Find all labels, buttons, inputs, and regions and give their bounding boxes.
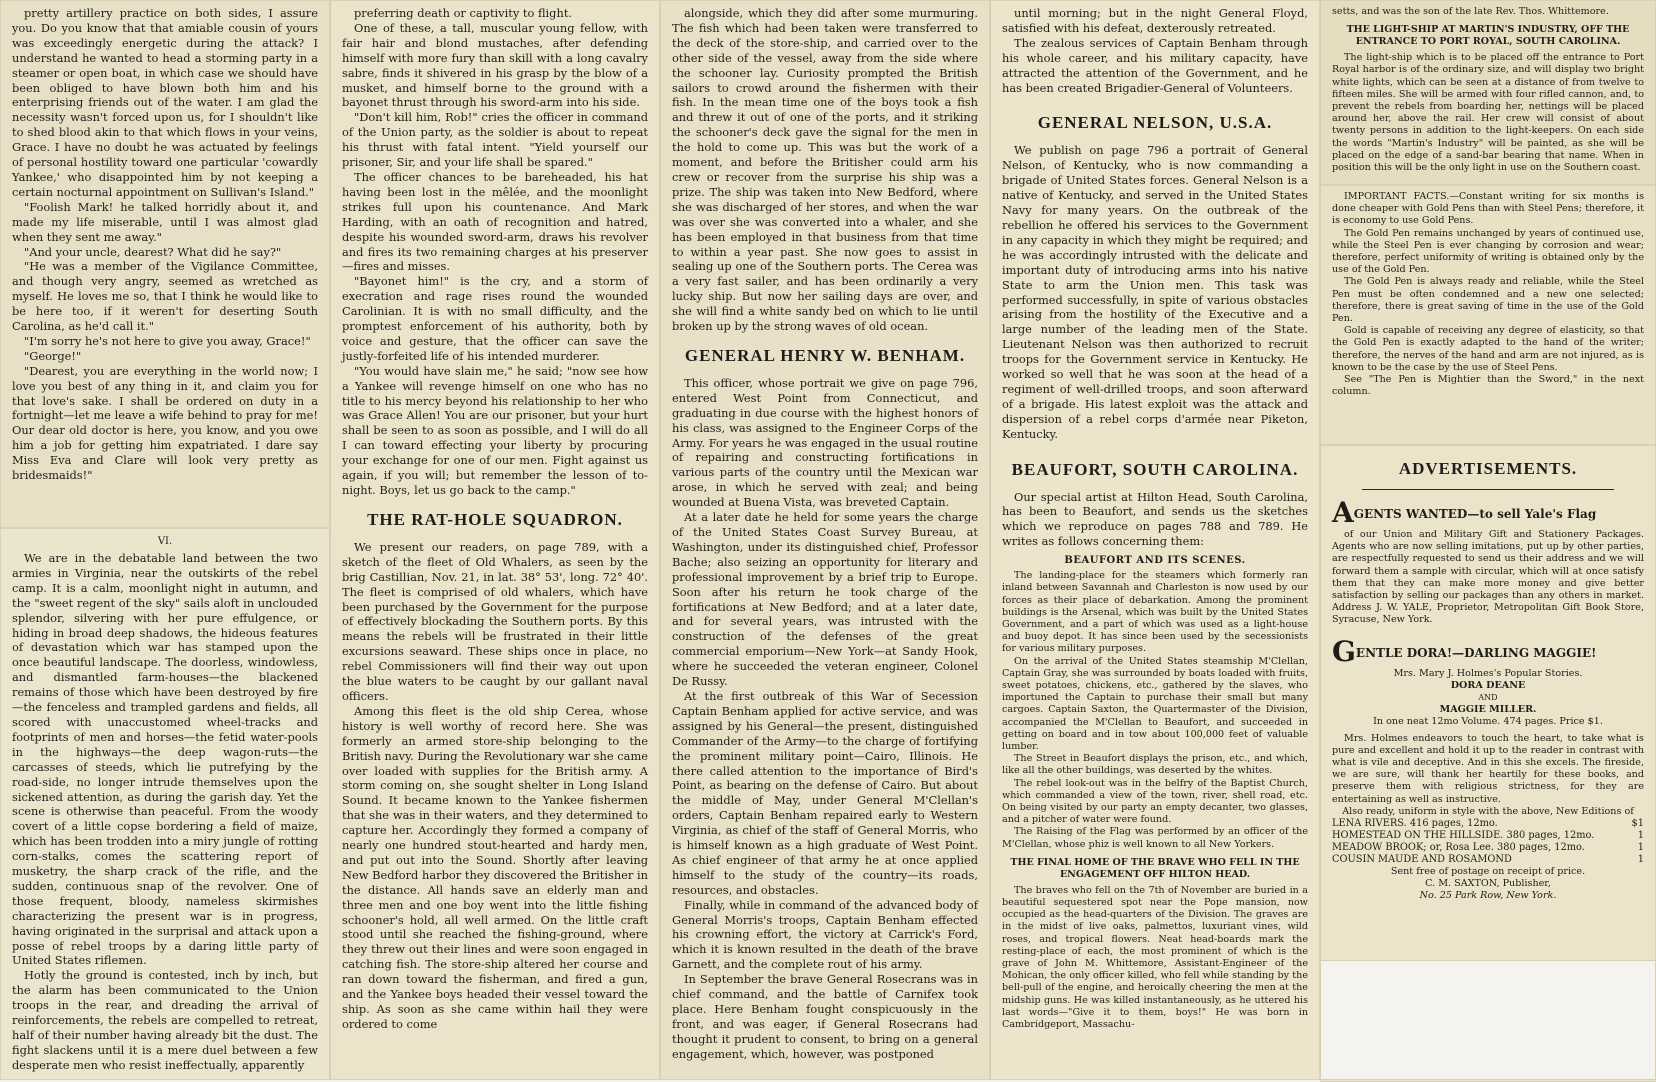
paragraph: "Don't kill him, Rob!" cries the officer in command of the Union party, as the soldier is about to repeat his thrust with fatal intent. "Yield yourself our prisoner, Sir, and your life shall be spared." — [342, 110, 648, 170]
paragraph: "You would have slain me," he said; "now see how a Yankee will revenge himself on one who has no title to his mercy beyond his relationship to her who was Grace Allen! You are our prisoner, but your hurt shall be seen to as soon as possible, and I will do all I can toward effecting your liberty by procuring your exchange for one of our men. Fight against us again, if you will; but remember the lesson of to-night. Boys, let us go back to the camp." — [342, 363, 648, 497]
heading-light-ship: THE LIGHT-SHIP AT MARTIN'S INDUSTRY, OFF THE ENTRANCE TO PORT ROYAL, SOUTH CAROLINA. — [1346, 24, 1630, 48]
ad-holmes-initial: G — [1332, 634, 1356, 668]
book-price: $1 — [1631, 818, 1644, 830]
book-title: COUSIN MAUDE AND ROSAMOND — [1332, 854, 1512, 866]
paragraph: The officer chances to be bareheaded, his hat having been lost in the mêlée, and the moonlight strikes full upon his countenance. And Mark Harding, with an oath of recognition and hatred, despite his wounded sword-arm, draws his revolver and fires its two remaining charges at his preserver—fires and misses. — [342, 169, 648, 274]
paragraph: "Bayonet him!" is the cry, and a storm of execration and rage rises round the wounded Carolinian. It is with no small difficulty, and the promptest enforcement of his authority, both by voice and gesture, that the officer can save the justly-forfeited life of his intended murderer. — [342, 274, 648, 363]
squadron-continuation — [672, 6, 978, 334]
ad-holmes-sub: Mrs. Mary J. Holmes's Popular Stories. — [1393, 667, 1583, 679]
heading-advertisements: ADVERTISEMENTS. — [1398, 459, 1578, 478]
ad-yale-title-text: GENTS WANTED—to sell Yale's Flag — [1353, 507, 1597, 521]
story-continuation — [342, 6, 648, 498]
clipping-column-2 — [330, 0, 660, 1080]
paragraph: alongside, which they did after some murmuring. The fish which had been taken were transferred to the deck of the store-ship, and carried over to the other side of the vessel, away from the side where the schooner lay. Curiosity prompted the British sailors to crowd around the fishermen with their fish. In the mean time one of the boys took a fish and threw it out of one of the ports, and it striking the schooner's deck gave the signal for the men in the hold to come up. This was but the work of a moment, and before the Britisher could arm his crew or recover from the surprise his ship was a prize. The ship was taken into New Bedford, where she was discharged of her stores, and when the war was over she was converted into a whaler, and she has been employed in that business from that time to within a year past. She now goes to assist in sealing up one of the Southern ports. The Cerea was a very fast sailer, and has been ordinarily a very lucky ship. But now her sailing days are over, and she will find a white sandy bed on which to lie until broken up by the strong waves of old ocean. — [672, 6, 978, 334]
ad-holmes-volume: In one neat 12mo Volume. 474 pages. Price $1. — [1373, 716, 1603, 728]
ad-holmes-title — [1332, 635, 1644, 668]
whittemore-line: setts, and was the son of the late Rev. Thos. Whittemore. — [1332, 6, 1609, 17]
benham-text — [672, 376, 978, 1062]
ad-holmes-address: No. 25 Park Row, New York. — [1419, 890, 1557, 902]
nelson-text — [1002, 143, 1308, 441]
paragraph: The Gold Pen remains unchanged by years of continued use, while the Steel Pen is ever changing by corrosion and wear; therefore, perfect uniformity of writing is obtained only by the use of the Gold Pen. — [1332, 227, 1644, 276]
final-home-text — [1002, 885, 1308, 1031]
book-list-row — [1332, 830, 1644, 842]
benham-continuation — [1002, 6, 1308, 95]
paragraph: The zealous services of Captain Benham through his whole career, and his military capacity, have attracted the attention of the Government, and he has been created Brigadier-General of Volunteers. — [1002, 35, 1308, 95]
paragraph: The rebel look-out was in the belfry of the Baptist Church, which commanded a view of the town, river, shell road, etc. On being visited by our party an empty decanter, two glasses, and a pitcher of water were found. — [1002, 777, 1308, 826]
paragraph: We publish on page 796 a portrait of General Nelson, of Kentucky, who is now commanding a brigade of United States forces. General Nelson is a native of Kentucky, and served in the United States Navy for many years. On the outbreak of the rebellion he offered his services to the Government in any capacity in which they might be required; and he was accordingly intrusted with the delicate and important duty of introducing arms into his native State to arm the Union men. This task was performed successfully, in spite of various obstacles arising from the hostility of the Executive and a large number of the leading men of the State. Lieutenant Nelson was then authorized to recruit troops for the Government service in Kentucky. He worked so well that he was soon at the head of a regiment of well-drilled troops, and soon afterward of a brigade. His latest exploit was the attack and dispersion of a rebel corps d'armée near Piketon, Kentucky. — [1002, 143, 1308, 441]
ad-yale-text: of our Union and Military Gift and Stationery Packages. Agents who are now selling imitations, put up by other parties, are respectfully requested to send us their address and we will forward them a sample with circular, which will at once satisfy them that they can make more money and give better satisfaction by selling our packages than any others in market. Address J. W. YALE, Proprietor, Metropolitan Gift Book Store, Syracuse, New York. — [1332, 529, 1644, 626]
paragraph: In September the brave General Rosecrans was in chief command, and the battle of Carnifex took place. Here Benham fought conspicuously in the front, and was eager, if General Rosecrans had thought it prudent to consent, to bring on a general engagement, which, however, was postponed — [672, 972, 978, 1061]
paragraph: At the first outbreak of this War of Secession Captain Benham applied for active service, and was assigned by his General—the present, distinguished Commander of the Army—to the charge of fortifying the prominent military point—Cairo, Illinois. He there called attention to the importance of Bird's Point, as bearing on the defense of Cairo. But about the middle of May, under General M'Clellan's orders, Captain Benham repaired early to Western Virginia, as chief of the staff of General Morris, who is himself known as a high graduate of West Point. As chief engineer of that army he at once applied himself to the study of the country—its roads, resources, and obstacles. — [672, 688, 978, 897]
divider — [1362, 489, 1614, 490]
paragraph: This officer, whose portrait we give on page 796, entered West Point from Connecticut, and graduating in due course with the highest honors of his class, was assigned to the Engineer Corps of the Army. For years he was engaged in the usual routine of repairing and constructing fortifications in various parts of the country until the Mexican war arose, in which he served with zeal; and being wounded at Buena Vista, was breveted Captain. — [672, 375, 978, 510]
paragraph: "He was a member of the Vigilance Committee, and though very angry, seemed as wretched as myself. He loves me so, that I think he would like to be here too, if it weren't for deserting South Carolina, as he'd call it." — [12, 259, 318, 334]
book-list-row — [1332, 854, 1644, 866]
paragraph: "And your uncle, dearest? What did he say?" — [24, 244, 282, 259]
beaufort-scenes-text — [1002, 570, 1308, 851]
ad-yale-initial: A — [1332, 496, 1354, 529]
book-list-row — [1332, 842, 1644, 854]
heading-rat-hole-squadron: THE RAT-HOLE SQUADRON. — [367, 509, 623, 529]
book-title: HOMESTEAD ON THE HILLSIDE. 380 pages, 12mo. — [1332, 830, 1595, 842]
heading-general-benham: GENERAL HENRY W. BENHAM. — [684, 345, 966, 365]
paragraph: until morning; but in the night General Floyd, satisfied with his defeat, dexterously retreated. — [1002, 6, 1308, 35]
paragraph: One of these, a tall, muscular young fellow, with fair hair and blond mustaches, after defending himself with more fury than skill with a long cavalry sabre, finds it shivered in his grasp by the blow of a musket, and himself borne to the ground with a bayonet thrust through his sword-arm into his side. — [342, 20, 648, 110]
ad-holmes-publisher: C. M. SAXTON, Publisher, — [1425, 878, 1551, 890]
ad-holmes-also: Also ready, uniform in style with the above, New Editions of — [1342, 805, 1634, 817]
clipping-column-3 — [660, 0, 990, 1080]
important-facts-text — [1320, 185, 1656, 398]
column-gutter — [1320, 0, 1321, 1080]
ad-holmes-sent: Sent free of postage on receipt of price. — [1390, 866, 1586, 878]
paragraph: The Gold Pen is always ready and reliable, while the Steel Pen must be often condemned and a new one selected; therefore, there is great saving of time in the use of the Gold Pen. — [1332, 276, 1644, 325]
paragraph: "I'm sorry he's not here to give you away, Grace!" — [24, 333, 311, 348]
clipping-story-part2 — [0, 528, 330, 1080]
paragraph: The braves who fell on the 7th of November are buried in a beautiful sequestered spot near the Pope mansion, now occupied as the head-quarters of the Division. The graves are in the midst of live oaks, palmettos, luxuriant vines, wild roses, and tropical flowers. Neat head-boards mark the resting-place of each, the most prominent of which is the grave of John M. Whittemore, Assistant-Engineer of the Mohican, the only officer killed, who fell while standing by the bell-pull of the engine, and heroically cheering the men at the midship guns. He was killed instantaneously, as he uttered his last words—"Give it to them, boys!" He was born in Cambridgeport, Massachu- — [1002, 884, 1308, 1031]
ad-holmes-and: AND — [1478, 693, 1498, 703]
paragraph: "Dearest, you are everything in the world now; I love you best of any thing in it, and claim you for that love's sake. I shall be ordered on duty in a fortnight—let me leave a wife behind to pray for me! Our dear old doctor is here, you know, and you owe him a job for getting him expatriated. I dare say Miss Eva and Clare will look very pretty as bridesmaids!" — [12, 363, 318, 483]
subheading-beaufort-scenes: BEAUFORT AND ITS SCENES. — [1064, 555, 1246, 567]
paragraph: "George!" — [24, 348, 82, 363]
paragraph: We present our readers, on page 789, with a sketch of the fleet of Old Whalers, as seen by the brig Castillian, Nov. 21, in lat. 38° 53', long. 72° 40'. The fleet is comprised of old whalers, which have been purchased by the Government for the purpose of effectively blockading the Southern ports. By this means the rebels will be frustrated in their little excursions seaward. These ships once in place, no rebel Commissioners will find their way out upon the blue waters to be caught by our gallant naval officers. — [342, 539, 648, 703]
ad-holmes-book2: MAGGIE MILLER. — [1439, 704, 1537, 716]
paragraph: Hotly the ground is contested, inch by inch, but the alarm has been communicated to the Union troops in the rear, and dreading the arrival of reinforcements, the rebels are compelled to retreat, half of their number having already bit the dust. The fight slackens until it is a mere duel between a few desperate men who resist ineffectually, apparently — [12, 968, 318, 1072]
paragraph: Gold is capable of receiving any degree of elasticity, so that the Gold Pen is exactly adapted to the hand of the writer; therefore, the nerves of the hand and arm are not injured, as is known to be the case by the use of Steel Pens. — [1332, 325, 1644, 373]
paragraph: The Raising of the Flag was performed by an officer of the M'Clellan, whose phiz is well known to all New Yorkers. — [1002, 826, 1308, 850]
section-number: VI. — [157, 536, 173, 547]
clipping-story-part1 — [0, 0, 330, 528]
ad-holmes-title-text: ENTLE DORA!—DARLING MAGGIE! — [1355, 645, 1597, 660]
heading-general-nelson: GENERAL NELSON, U.S.A. — [1037, 113, 1273, 133]
clipping-column-4 — [990, 0, 1320, 1080]
ad-holmes-book1: DORA DEANE — [1450, 679, 1526, 691]
clipping-light-ship — [1320, 0, 1656, 185]
book-price: 1 — [1637, 830, 1644, 842]
paragraph: On the arrival of the United States steamship M'Clellan, Captain Gray, she was surrounded by boats loaded with fruits, sweet potatoes, chickens, etc., gathered by the slaves, who importuned the Captain to purchase their small but many cargoes. Captain Saxton, the Quartermaster of the Division, accompanied the M'Clellan to Beaufort, and succeeded in getting on board and in tow about 100,000 feet of valuable lumber. — [1002, 655, 1308, 753]
story-text-top — [0, 0, 330, 483]
blank-margin — [1320, 960, 1656, 1080]
book-price: 1 — [1637, 842, 1644, 854]
paragraph: The Street in Beaufort displays the prison, etc., and which, like all the other buildings, was deserted by the whites. — [1002, 753, 1308, 777]
paragraph: IMPORTANT FACTS.—Constant writing for six months is done cheaper with Gold Pens than with Steel Pens; therefore, it is economy to use Gold Pens. — [1332, 191, 1644, 227]
rat-hole-squadron-text — [342, 540, 648, 1032]
ad-holmes-book-list — [1332, 818, 1644, 866]
column-gutter — [990, 0, 991, 1080]
paragraph: We are in the debatable land between the two armies in Virginia, near the outskirts of the rebel camp. It is a calm, moonlight night in autumn, and the "sweet regent of the sky" sails aloft in unclouded splendor, silvering with her pure effulgence, or hiding in broad deep shadows, the hideous features of devastation which war has stamped upon the once beautiful landscape. The doorless, windowless, and dismantled farm-houses—the blackened remains of those which have been destroyed by fire—the fenceless and trampled gardens and fields, all scored with unaccustomed wheel-tracks and footprints of men and horses—the fetid water-pools in the highways—the deep wagon-ruts—the carcasses of steeds, which lie putrefying by the road-side, no longer intrude themselves upon the sickened attention, as during the garish day. Yet the scene is otherwise than peaceful. From the woody covert of a little copse bordering a field of maize, which has been trodden into a miry jungle of rotting corn-stalks, comes the scattering report of musketry, the sharp crack of the rifle, and the sudden, continuous snap of the revolver. One of those frequent, bloody, nameless skirmishes characterizing the present war is in progress, having originated in the surprisal and attack upon a posse of rebel troops by a daring little party of United States riflemen. — [12, 551, 318, 968]
column-gutter — [660, 0, 661, 1080]
ad-holmes-text: Mrs. Holmes endeavors to touch the heart, to take what is pure and excellent and hold it up to the reader in contrast with what is vile and deceptive. And in this she excels. The fireside, we are sure, will thank her heartily for these books, and preserve them with religious strictness, for they are entertaining as well as instructive. — [1332, 732, 1644, 805]
book-title: MEADOW BROOK; or, Rosa Lee. 380 pages, 12mo. — [1332, 842, 1585, 854]
story-text-bottom — [12, 551, 318, 1073]
subheading-final-home: THE FINAL HOME OF THE BRAVE WHO FELL IN THE ENGAGEMENT OFF HILTON HEAD. — [1010, 856, 1300, 880]
ad-yale-title — [1332, 496, 1644, 529]
paragraph: preferring death or captivity to flight. — [354, 6, 573, 20]
paragraph: Finally, while in command of the advanced body of General Morris's troops, Captain Benham effected his crowning effort, the victory at Carrick's Ford, which it is known resulted in the death of the brave Garnett, and the complete rout of his army. — [672, 897, 978, 972]
column-gutter — [330, 0, 331, 1080]
book-title: LENA RIVERS. 416 pages, 12mo. — [1332, 818, 1498, 830]
light-ship-text: The light-ship which is to be placed off the entrance to Port Royal harbor is of the ordinary size, and will display two bright white lights, which can be seen at a distance of from twelve to fifteen miles. She will be armed with four rifled cannon, and, to prevent the rebels from boarding her, nettings will be placed around her, above the rail. Her crew will consist of about twenty persons in addition to the light-keepers. On each side the words "Martin's Industry" will be painted, as she will be placed on the edge of a sand-bar bearing that name. When in position this will be the only light in use on the Southern coast. — [1332, 52, 1644, 174]
paragraph: At a later date he held for some years the charge of the United States Coast Survey Bureau, at Washington, under its distinguished chief, Professor Bache; also seizing an opportunity for literary and professional improvement by a brief trip to Europe. Soon after his return he took charge of the fortifications at New Bedford; and at a later date, and for several years, was intrusted with the construction of the defenses of the great commercial emporium—New York—at Sandy Hook, where he succeeded the veteran engineer, Colonel De Russy. — [672, 510, 978, 689]
paragraph: The landing-place for the steamers which formerly ran inland between Savannah and Charleston is now used by our forces as their place of debarkation. Among the prominent buildings is the Arsenal, which was built by the United States Government, and a part of which was used as a light-house and buoy depot. It has since been used by the secessionists for various military purposes. — [1002, 570, 1308, 655]
paragraph: pretty artillery practice on both sides, I assure you. Do you know that that amiable cousin of yours was exceedingly energetic during the attack? I understand he wanted to head a storming party in a steamer or open boat, in which case we should have been obliged to have blown both him and his enterprising friends out of the water. I am glad the necessity wasn't forced upon us, for I shouldn't like to shed blood akin to that which flows in your veins, Grace. I have no doubt he was actuated by feelings of personal hostility toward one particular 'cowardly Yankee,' who disappointed him by not keeping a certain nocturnal appointment on Sullivan's Island." — [12, 6, 318, 199]
beaufort-intro: Our special artist at Hilton Head, South Carolina, has been to Beaufort, and sends us the sketches which we reproduce on pages 788 and 789. He writes as follows concerning them: — [1002, 489, 1308, 549]
heading-beaufort: BEAUFORT, SOUTH CAROLINA. — [1011, 459, 1299, 479]
book-list-row — [1332, 818, 1644, 830]
paragraph: Among this fleet is the old ship Cerea, whose history is well worthy of record here. She was formerly an armed store-ship belonging to the British navy. During the Revolutionary war she came over loaded with supplies for the British army. A storm coming on, she sought shelter in Long Island Sound. It became known to the Yankee fishermen that she was in their waters, and they determined to capture her. Accordingly they formed a company of nearly one hundred stout-hearted and hardy men, and put out into the Sound. Shortly after leaving New Bedford harbor they discovered the Britisher in the distance. All hands save an elderly man and three men and one boy went into the little fishing schooner's hold, all well armed. On the little craft stood until she reached the fishing-ground, where they threw out their lines and were soon engaged in catching fish. The store-ship altered her course and ran down toward the fisherman, and fired a gun, and the Yankee boys headed their vessel toward the ship. As soon as she came within hail they were ordered to come — [342, 703, 648, 1031]
paragraph: See "The Pen is Mightier than the Sword," in the next column. — [1332, 374, 1644, 398]
book-price: 1 — [1637, 854, 1644, 866]
clipping-important-facts — [1320, 185, 1656, 445]
paragraph: "Foolish Mark! he talked horridly about it, and made my life miserable, until I was almost glad when they sent me away." — [12, 199, 318, 244]
